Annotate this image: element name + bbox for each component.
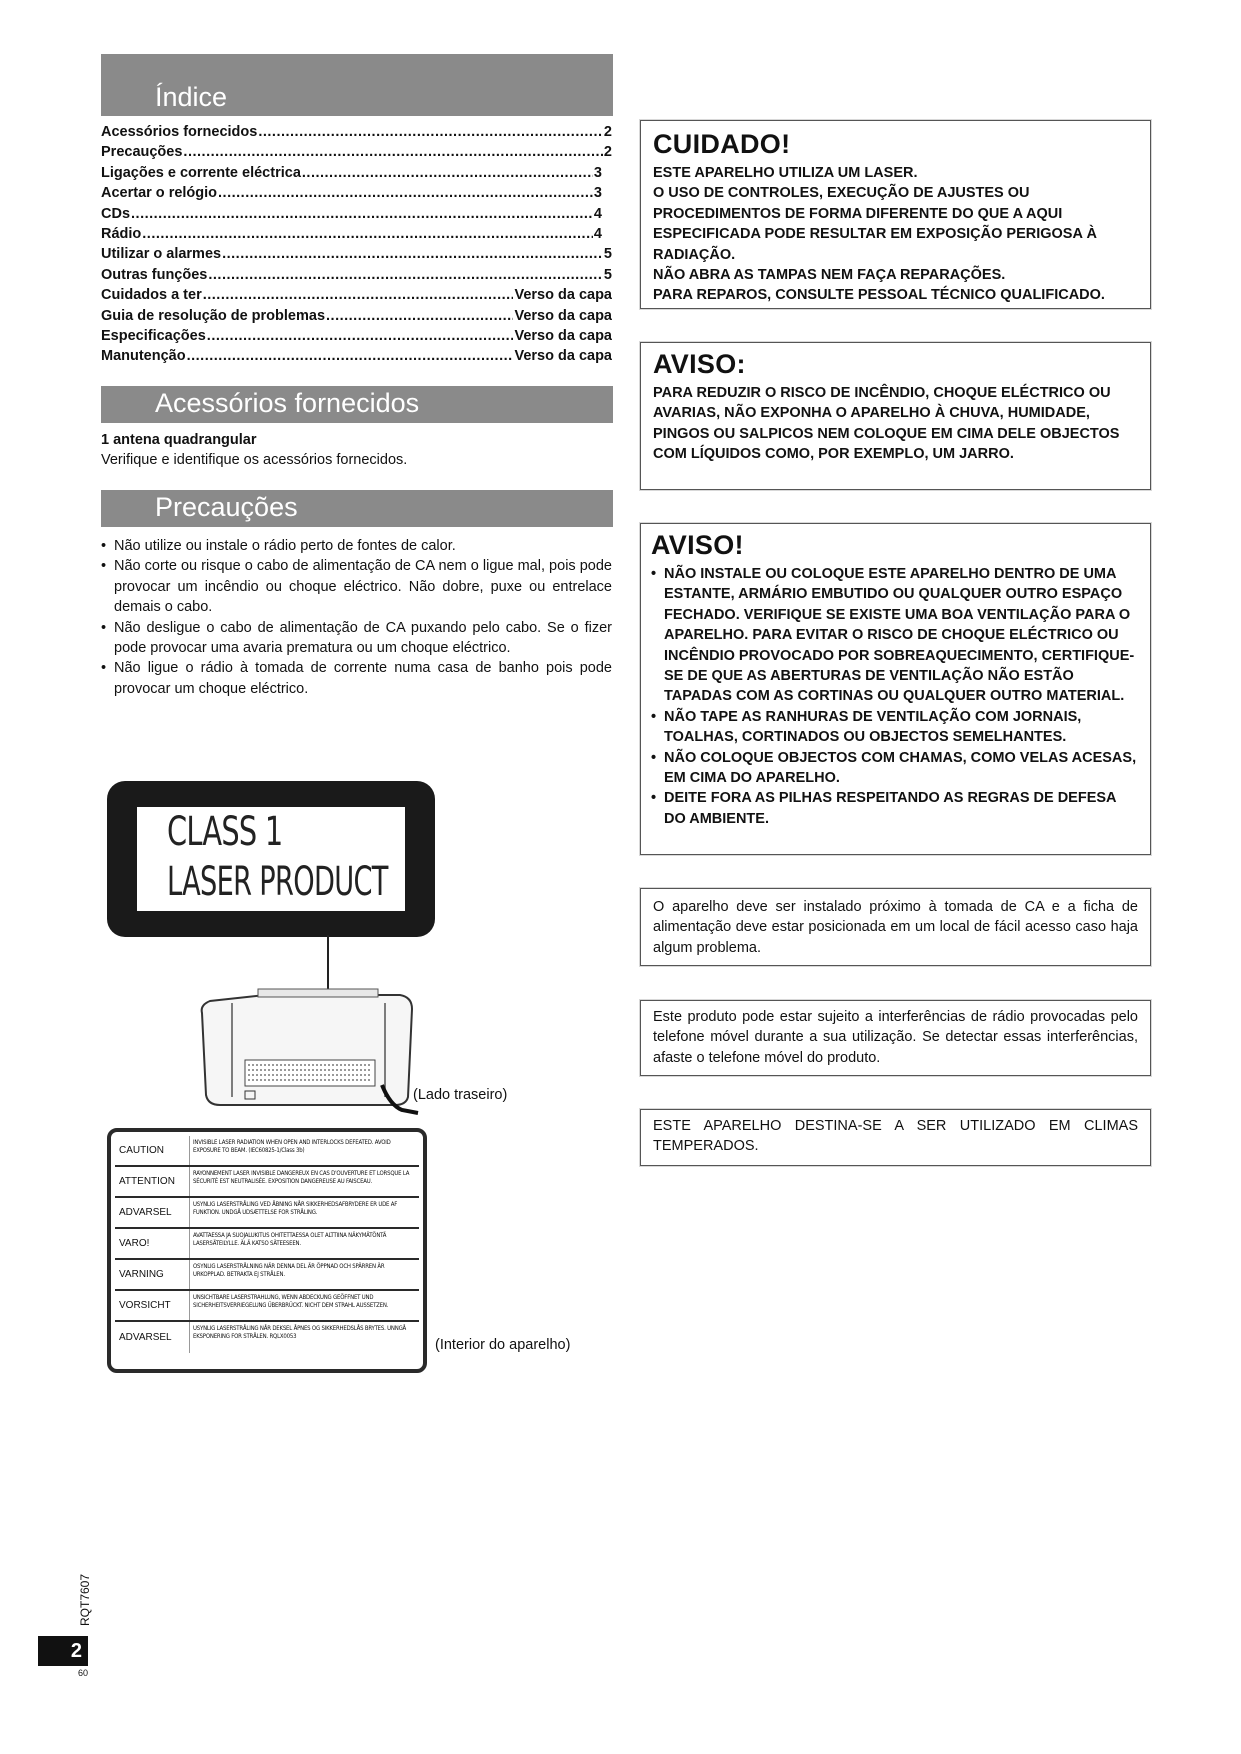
toc-row[interactable]: CDs ..... 4 [101, 206, 612, 226]
info-box-climate [640, 1109, 1151, 1166]
device-back-illustration [190, 935, 420, 1115]
aviso-ventilacao-title: AVISO! [651, 530, 744, 560]
toc-row[interactable]: Ligações e corrente eléctrica ..... 3 [101, 165, 612, 185]
info-text: ESTE APARELHO DESTINA-SE A SER UTILIZADO EM CLIMAS TEMPERADOS. [653, 1118, 1138, 1155]
toc-row[interactable]: Rádio ..... 4 [101, 226, 612, 246]
table-row: VARNING OSYNLIG LASERSTRÅLNING NÄR DENNA DEL ÄR ÖPPNAD OCH SPÄRREN ÄR URKOPPLAD. BETRAKTA EJ STRÅLEN. [115, 1260, 419, 1291]
small-code: 60 [78, 1668, 89, 1678]
list-item: • Não corte ou risque o cabo de alimentação de CA nem o ligue mal, pois pode provocar um incêndio ou choque eléctrico. Não dobre, puxe ou entrelace demais o cabo. [101, 556, 612, 617]
aviso-ventilacao-box [640, 523, 1151, 855]
info-text: O aparelho deve ser instalado próximo à tomada de CA e a ficha de alimentação deve estar posicionada em um local de fácil acesso caso haja algum problema. [653, 899, 1138, 956]
list-item: • NÃO TAPE AS RANHURAS DE VENTILAÇÃO COM JORNAIS, TOALHAS, CORTINADOS OU OBJECTOS SEMELHANTES. [651, 707, 1140, 748]
list-item: • NÃO INSTALE OU COLOQUE ESTE APARELHO DENTRO DE UMA ESTANTE, ARMÁRIO EMBUTIDO OU QUALQUER OUTRO ESPAÇO FECHADO. VERIFIQUE SE EXISTE UMA BOA VENTILAÇÃO PARA O APARELHO. PARA EVITAR O RISCO DE CHOQUE ELÉCTRICO OU INCÊNDIO PROVOCADO POR SOBREAQUECIMENTO, CERTIFIQUE-SE DE QUE AS ABERTURAS DE VENTILAÇÃO NÃO ESTÃO TAPADAS COM AS CORTINAS OU QUALQUER OUTRO MATERIAL. [651, 564, 1140, 707]
acessorios-header [101, 386, 613, 423]
accessory-item: 1 antena quadrangular [101, 432, 257, 448]
info-text: Este produto pode estar sujeito a interferências de rádio provocadas pelo telefone móvel durante a sua utilização. Se detectar essas interferências, afaste o telefone móvel do produto. [653, 1009, 1138, 1066]
table-row: ADVARSEL USYNLIG LASERSTRÅLING VED ÅBNING NÅR SIKKERHEDSAFBRYDERE ER UDE AF FUNKTION. UNDGÅ UDSÆTTELSE FOR STRÅLING. [115, 1198, 419, 1229]
precaucoes-list [101, 536, 612, 699]
aviso-text: PARA REDUZIR O RISCO DE INCÊNDIO, CHOQUE ELÉCTRICO OU AVARIAS, NÃO EXPONHA O APARELHO À CHUVA, HUMIDADE, PINGOS OU SALPICOS NEM COLOQUE EM CIMA DELE OBJECTOS COM LÍQUIDOS COMO, POR EXEMPLO, UM JARRO. [653, 385, 1120, 463]
aviso-box [640, 342, 1151, 490]
table-row: VORSICHT UNSICHTBARE LASERSTRAHLUNG, WENN ABDECKUNG GEÖFFNET UND SICHERHEITSVERRIEGELUNG ÜBERBRÜCKT. NICHT DEM STRAHL AUSSETZEN. [115, 1291, 419, 1322]
cuidado-line: PARA REPAROS, CONSULTE PESSOAL TÉCNICO QUALIFICADO. [653, 287, 1105, 304]
acessorios-body [101, 430, 612, 471]
toc-row[interactable]: Manutenção ..... Verso da capa [101, 348, 612, 368]
precaucoes-title: Precauções [155, 492, 298, 522]
cuidado-line: NÃO ABRA AS TAMPAS NEM FAÇA REPARAÇÕES. [653, 267, 1006, 284]
list-item: • Não desligue o cabo de alimentação de CA puxando pelo cabo. Se o fizer pode provocar uma avaria prematura ou um choque eléctrico. [101, 618, 612, 659]
toc-row[interactable]: Acertar o relógio ..... 3 [101, 185, 612, 205]
info-box-interference [640, 1000, 1151, 1076]
cuidado-line: ESTE APARELHO UTILIZA UM LASER. [653, 165, 918, 181]
laser-label-line2: LASER PRODUCT [167, 859, 388, 905]
document-code: RQT7607 [78, 1573, 92, 1626]
aviso-title: AVISO: [653, 349, 746, 379]
toc-row[interactable]: Outras funções ..... 5 [101, 267, 612, 287]
caption-inside: (Interior do aparelho) [435, 1337, 571, 1353]
laser-label-line1: CLASS 1 [167, 809, 283, 855]
accessory-note: Verifique e identifique os acessórios fornecidos. [101, 452, 408, 469]
cuidado-title: CUIDADO! [653, 129, 791, 159]
indice-title: Índice [155, 82, 228, 112]
toc-row[interactable]: Utilizar o alarmes ..... 5 [101, 246, 612, 266]
toc-row[interactable]: Especificações ..... Verso da capa [101, 328, 612, 348]
toc-row[interactable]: Precauções ..... 2 [101, 144, 612, 164]
info-box-installation [640, 888, 1151, 966]
table-row: VARO! AVATTAESSA JA SUOJALUKITUS OHITETTAESSA OLET ALTTIINA NÄKYMÄTÖNTÄ LASERSÄTEILYLLE. ÄLÄ KATSO SÄTEESEEN. [115, 1229, 419, 1260]
list-item: • Não utilize ou instale o rádio perto de fontes de calor. [101, 536, 612, 556]
table-row: ATTENTION RAYONNEMENT LASER INVISIBLE DANGEREUX EN CAS D'OUVERTURE ET LORSQUE LA SÉCURITÉ EST NEUTRALISÉE. EXPOSITION DANGEREUSE AU FAISCEAU. [115, 1167, 419, 1198]
list-item: • NÃO COLOQUE OBJECTOS COM CHAMAS, COMO VELAS ACESAS, EM CIMA DO APARELHO. [651, 748, 1140, 789]
toc-row[interactable]: Guia de resolução de problemas ..... Verso da capa [101, 308, 612, 328]
cuidado-line: O USO DE CONTROLES, EXECUÇÃO DE AJUSTES OU PROCEDIMENTOS DE FORMA DIFERENTE DO QUE A AQUI ESPECIFICADA PODE RESULTAR EM EXPOSIÇÃO PERIGOSA À RADIAÇÃO. [653, 185, 1097, 263]
indice-header [101, 54, 613, 116]
table-row: CAUTION INVISIBLE LASER RADIATION WHEN OPEN AND INTERLOCKS DEFEATED. AVOID EXPOSURE TO BEAM. (IEC60825-1/Class 3b) [115, 1136, 419, 1167]
page-number: 2 [38, 1636, 88, 1666]
toc-row[interactable]: Cuidados a ter ..... Verso da capa [101, 287, 612, 307]
laser-warning-table [107, 1128, 427, 1373]
acessorios-title: Acessórios fornecidos [155, 388, 420, 418]
precaucoes-header [101, 490, 613, 527]
caption-back: (Lado traseiro) [413, 1087, 508, 1103]
list-item: • DEITE FORA AS PILHAS RESPEITANDO AS REGRAS DE DEFESA DO AMBIENTE. [651, 788, 1140, 829]
table-of-contents [101, 124, 612, 369]
table-row: ADVARSEL USYNLIG LASERSTRÅLING NÅR DEKSEL ÅPNES OG SIKKERHEDSLÅS BRYTES. UNNGÅ EKSPONERING FOR STRÅLEN. RQLX0053 [115, 1322, 419, 1353]
cuidado-box [640, 120, 1151, 309]
list-item: • Não ligue o rádio à tomada de corrente numa casa de banho pois pode provocar um choque eléctrico. [101, 658, 612, 699]
toc-row[interactable]: Acessórios fornecidos ..... 2 [101, 124, 612, 144]
laser-class-label [107, 781, 435, 937]
